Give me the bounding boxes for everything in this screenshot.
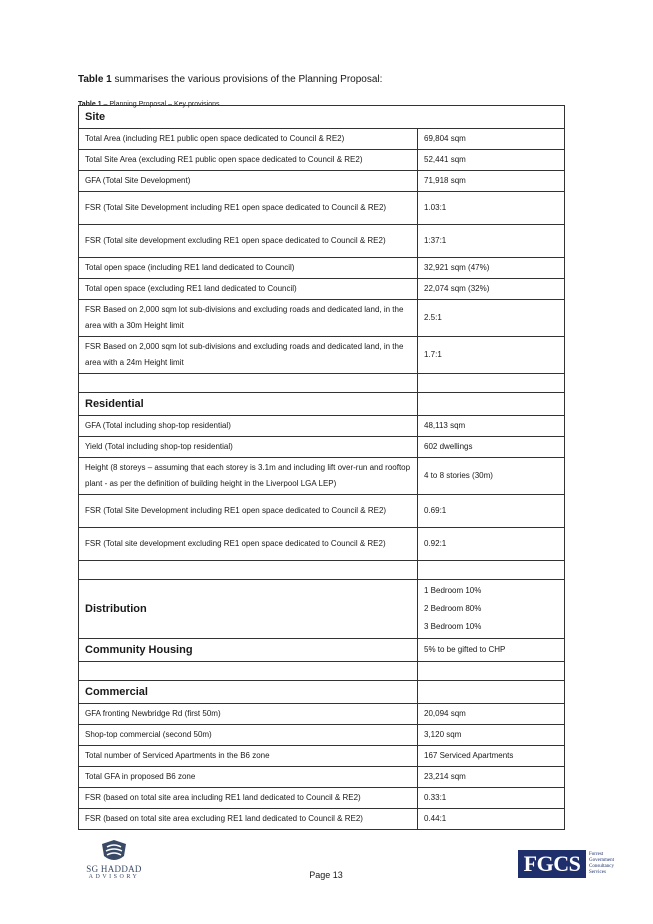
provisions-table bbox=[78, 105, 565, 830]
distribution-values bbox=[418, 580, 565, 639]
table-row bbox=[79, 258, 565, 279]
row-value: 1.7:1 bbox=[418, 337, 565, 374]
row-label: Total Area (including RE1 public open space dedicated to Council & RE2) bbox=[79, 129, 418, 150]
row-value: 167 Serviced Apartments bbox=[418, 746, 565, 767]
fgcs-word: Consultancy bbox=[589, 864, 614, 869]
row-label: GFA fronting Newbridge Rd (first 50m) bbox=[79, 704, 418, 725]
row-label: Yield (Total including shop-top residential) bbox=[79, 437, 418, 458]
table-row bbox=[79, 725, 565, 746]
table-row bbox=[79, 458, 565, 495]
section-residential-heading: Residential bbox=[79, 393, 418, 416]
row-label: FSR (Total site development excluding RE1 open space dedicated to Council & RE2) bbox=[79, 528, 418, 561]
row-value: 23,214 sqm bbox=[418, 767, 565, 788]
fgcs-word: Government bbox=[589, 858, 614, 863]
table-row bbox=[79, 528, 565, 561]
row-label: Total GFA in proposed B6 zone bbox=[79, 767, 418, 788]
row-value: 3,120 sqm bbox=[418, 725, 565, 746]
row-label: FSR (Total Site Development including RE1 open space dedicated to Council & RE2) bbox=[79, 495, 418, 528]
fgcs-word: Services bbox=[589, 870, 606, 875]
row-value: 0.69:1 bbox=[418, 495, 565, 528]
table-row bbox=[79, 192, 565, 225]
table-row bbox=[79, 171, 565, 192]
row-value: 71,918 sqm bbox=[418, 171, 565, 192]
logo-sub: ADVISORY bbox=[88, 874, 140, 880]
sg-haddad-logo bbox=[84, 838, 144, 884]
shield-logo-icon bbox=[98, 838, 130, 864]
table-row bbox=[79, 767, 565, 788]
table-row bbox=[79, 225, 565, 258]
row-value: 0.92:1 bbox=[418, 528, 565, 561]
table-row bbox=[79, 809, 565, 830]
row-value: 22,074 sqm (32%) bbox=[418, 279, 565, 300]
fgcs-words bbox=[589, 852, 614, 876]
row-label: FSR (Total site development excluding RE1 open space dedicated to Council & RE2) bbox=[79, 225, 418, 258]
row-value: 1:37:1 bbox=[418, 225, 565, 258]
fgcs-badge: FGCS bbox=[518, 850, 586, 878]
distribution-row bbox=[79, 580, 565, 639]
table-row bbox=[79, 129, 565, 150]
row-value: 20,094 sqm bbox=[418, 704, 565, 725]
caption-bold: Table 1 bbox=[78, 101, 102, 108]
section-distribution-heading: Distribution bbox=[79, 580, 418, 639]
table-row bbox=[79, 437, 565, 458]
distribution-item: 1 Bedroom 10% bbox=[424, 586, 482, 595]
table-row bbox=[79, 337, 565, 374]
caption-text: – Planning Proposal – Key provisions bbox=[101, 101, 220, 108]
spacer-row bbox=[79, 374, 565, 393]
table-row bbox=[79, 704, 565, 725]
intro-bold: Table 1 bbox=[78, 74, 112, 85]
spacer-row bbox=[79, 561, 565, 580]
row-label: Total Site Area (excluding RE1 public open space dedicated to Council & RE2) bbox=[79, 150, 418, 171]
row-value: 0.33:1 bbox=[418, 788, 565, 809]
row-value: 4 to 8 stories (30m) bbox=[418, 458, 565, 495]
section-heading-row bbox=[79, 106, 565, 129]
table-row bbox=[79, 788, 565, 809]
table-row bbox=[79, 746, 565, 767]
row-value: 32,921 sqm (47%) bbox=[418, 258, 565, 279]
row-value: 52,441 sqm bbox=[418, 150, 565, 171]
page-number: Page 13 bbox=[309, 870, 343, 880]
distribution-item: 3 Bedroom 10% bbox=[424, 622, 482, 631]
row-label: Total open space (including RE1 land dedicated to Council) bbox=[79, 258, 418, 279]
section-heading-row bbox=[79, 393, 565, 416]
intro-paragraph bbox=[78, 73, 382, 87]
row-value: 69,804 sqm bbox=[418, 129, 565, 150]
section-heading-row bbox=[79, 681, 565, 704]
row-value: 0.44:1 bbox=[418, 809, 565, 830]
community-housing-row bbox=[79, 639, 565, 662]
table-row bbox=[79, 150, 565, 171]
section-site-heading: Site bbox=[79, 106, 565, 129]
row-label: FSR (based on total site area excluding RE1 land dedicated to Council & RE2) bbox=[79, 809, 418, 830]
fgcs-logo bbox=[518, 850, 630, 880]
row-label: FSR Based on 2,000 sqm lot sub-divisions and excluding roads and dedicated land, in the area with a 24m Height limit bbox=[79, 337, 418, 374]
section-community-heading: Community Housing bbox=[79, 639, 418, 662]
row-value: 2.5:1 bbox=[418, 300, 565, 337]
row-value: 602 dwellings bbox=[418, 437, 565, 458]
fgcs-word: Forrest bbox=[589, 852, 604, 857]
section-commercial-heading: Commercial bbox=[79, 681, 418, 704]
row-label: Total number of Serviced Apartments in the B6 zone bbox=[79, 746, 418, 767]
row-value: 1.03:1 bbox=[418, 192, 565, 225]
table-row bbox=[79, 300, 565, 337]
table-row bbox=[79, 495, 565, 528]
intro-text: summarises the various provisions of the Planning Proposal: bbox=[111, 74, 383, 85]
spacer-row bbox=[79, 662, 565, 681]
row-label: GFA (Total Site Development) bbox=[79, 171, 418, 192]
row-label: Shop-top commercial (second 50m) bbox=[79, 725, 418, 746]
row-label: FSR (based on total site area including RE1 land dedicated to Council & RE2) bbox=[79, 788, 418, 809]
distribution-item: 2 Bedroom 80% bbox=[424, 604, 482, 613]
row-label: Total open space (excluding RE1 land dedicated to Council) bbox=[79, 279, 418, 300]
row-label: GFA (Total including shop-top residential) bbox=[79, 416, 418, 437]
table-row bbox=[79, 279, 565, 300]
row-label: FSR (Total Site Development including RE1 open space dedicated to Council & RE2) bbox=[79, 192, 418, 225]
logo-name: SG HADDAD bbox=[86, 864, 142, 874]
row-label: Height (8 storeys – assuming that each storey is 3.1m and including lift over-run and rooftop plant - as per the definition of building height in the Liverpool LGA LEP) bbox=[79, 458, 418, 495]
row-value: 48,113 sqm bbox=[418, 416, 565, 437]
table-row bbox=[79, 416, 565, 437]
row-value: 5% to be gifted to CHP bbox=[418, 639, 565, 662]
row-label: FSR Based on 2,000 sqm lot sub-divisions and excluding roads and dedicated land, in the area with a 30m Height limit bbox=[79, 300, 418, 337]
